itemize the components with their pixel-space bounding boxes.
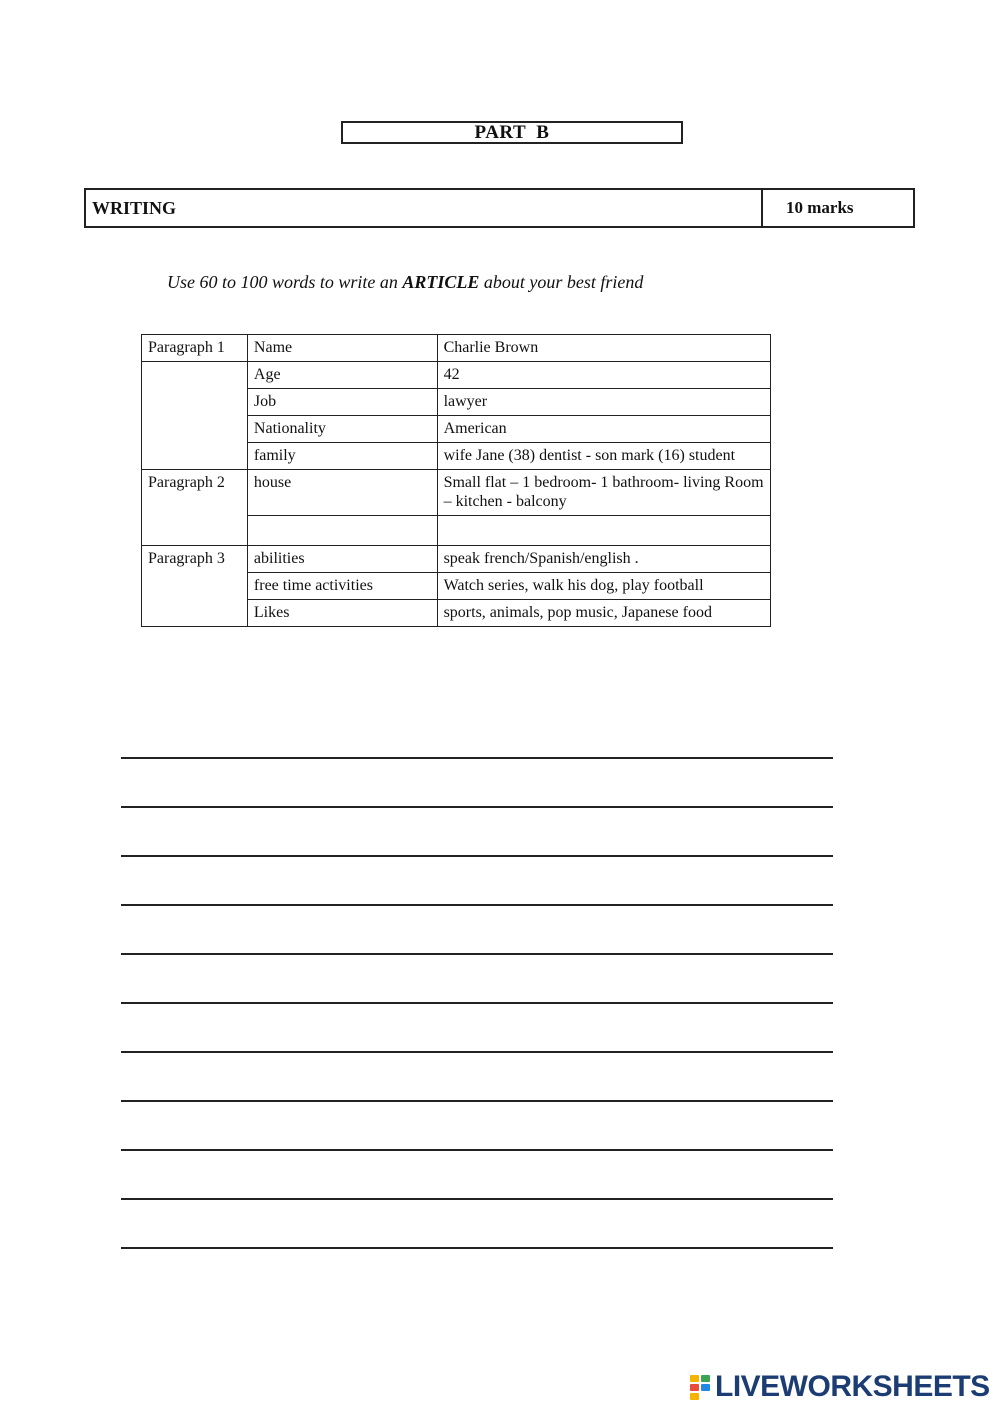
value-cell: American xyxy=(437,416,770,443)
instruction-after: about your best friend xyxy=(479,272,644,292)
instruction-before: Use 60 to 100 words to write an xyxy=(167,272,403,292)
logo-text: LIVEWORKSHEETS xyxy=(715,1370,990,1403)
logo-block xyxy=(701,1384,710,1391)
field-cell: family xyxy=(247,443,437,470)
field-cell: Name xyxy=(247,335,437,362)
writing-line[interactable] xyxy=(121,1149,833,1151)
paragraph-cell xyxy=(142,362,248,470)
table-row xyxy=(142,335,771,362)
field-cell: Age xyxy=(247,362,437,389)
writing-line[interactable] xyxy=(121,1198,833,1200)
field-cell: Job xyxy=(247,389,437,416)
section-header xyxy=(84,188,915,228)
value-cell: 42 xyxy=(437,362,770,389)
field-cell: Nationality xyxy=(247,416,437,443)
value-cell: wife Jane (38) dentist - son mark (16) student xyxy=(437,443,770,470)
value-cell: speak french/Spanish/english . xyxy=(437,546,770,573)
section-marks: 10 marks xyxy=(786,198,854,217)
value-cell: Small flat – 1 bedroom- 1 bathroom- living Room – kitchen - balcony xyxy=(437,470,770,516)
instruction-text xyxy=(167,272,643,293)
liveworksheets-logo xyxy=(690,1372,990,1402)
writing-line[interactable] xyxy=(121,1002,833,1004)
logo-block xyxy=(690,1393,699,1400)
value-cell: Watch series, walk his dog, play football xyxy=(437,573,770,600)
section-title: WRITING xyxy=(86,190,763,226)
logo-blocks-icon xyxy=(690,1375,711,1399)
field-cell: Likes xyxy=(247,600,437,627)
table-row xyxy=(142,546,771,573)
field-cell: house xyxy=(247,470,437,516)
value-cell: sports, animals, pop music, Japanese food xyxy=(437,600,770,627)
part-label: PART B xyxy=(341,121,683,144)
writing-line[interactable] xyxy=(121,904,833,906)
writing-line[interactable] xyxy=(121,1247,833,1249)
value-cell: Charlie Brown xyxy=(437,335,770,362)
paragraph-cell: Paragraph 2 xyxy=(142,470,248,546)
writing-line[interactable] xyxy=(121,1100,833,1102)
field-cell: abilities xyxy=(247,546,437,573)
writing-line[interactable] xyxy=(121,855,833,857)
logo-block xyxy=(690,1375,699,1382)
table-row xyxy=(142,470,771,516)
field-cell xyxy=(247,516,437,546)
table-row xyxy=(142,362,771,389)
paragraph-cell: Paragraph 1 xyxy=(142,335,248,362)
paragraph-cell: Paragraph 3 xyxy=(142,546,248,627)
value-cell xyxy=(437,516,770,546)
writing-line[interactable] xyxy=(121,1051,833,1053)
logo-block xyxy=(701,1375,710,1382)
field-cell: free time activities xyxy=(247,573,437,600)
instruction-emphasis: ARTICLE xyxy=(402,272,480,292)
info-table xyxy=(141,334,771,627)
logo-block xyxy=(690,1384,699,1391)
writing-line[interactable] xyxy=(121,757,833,759)
value-cell: lawyer xyxy=(437,389,770,416)
writing-line[interactable] xyxy=(121,953,833,955)
writing-line[interactable] xyxy=(121,806,833,808)
